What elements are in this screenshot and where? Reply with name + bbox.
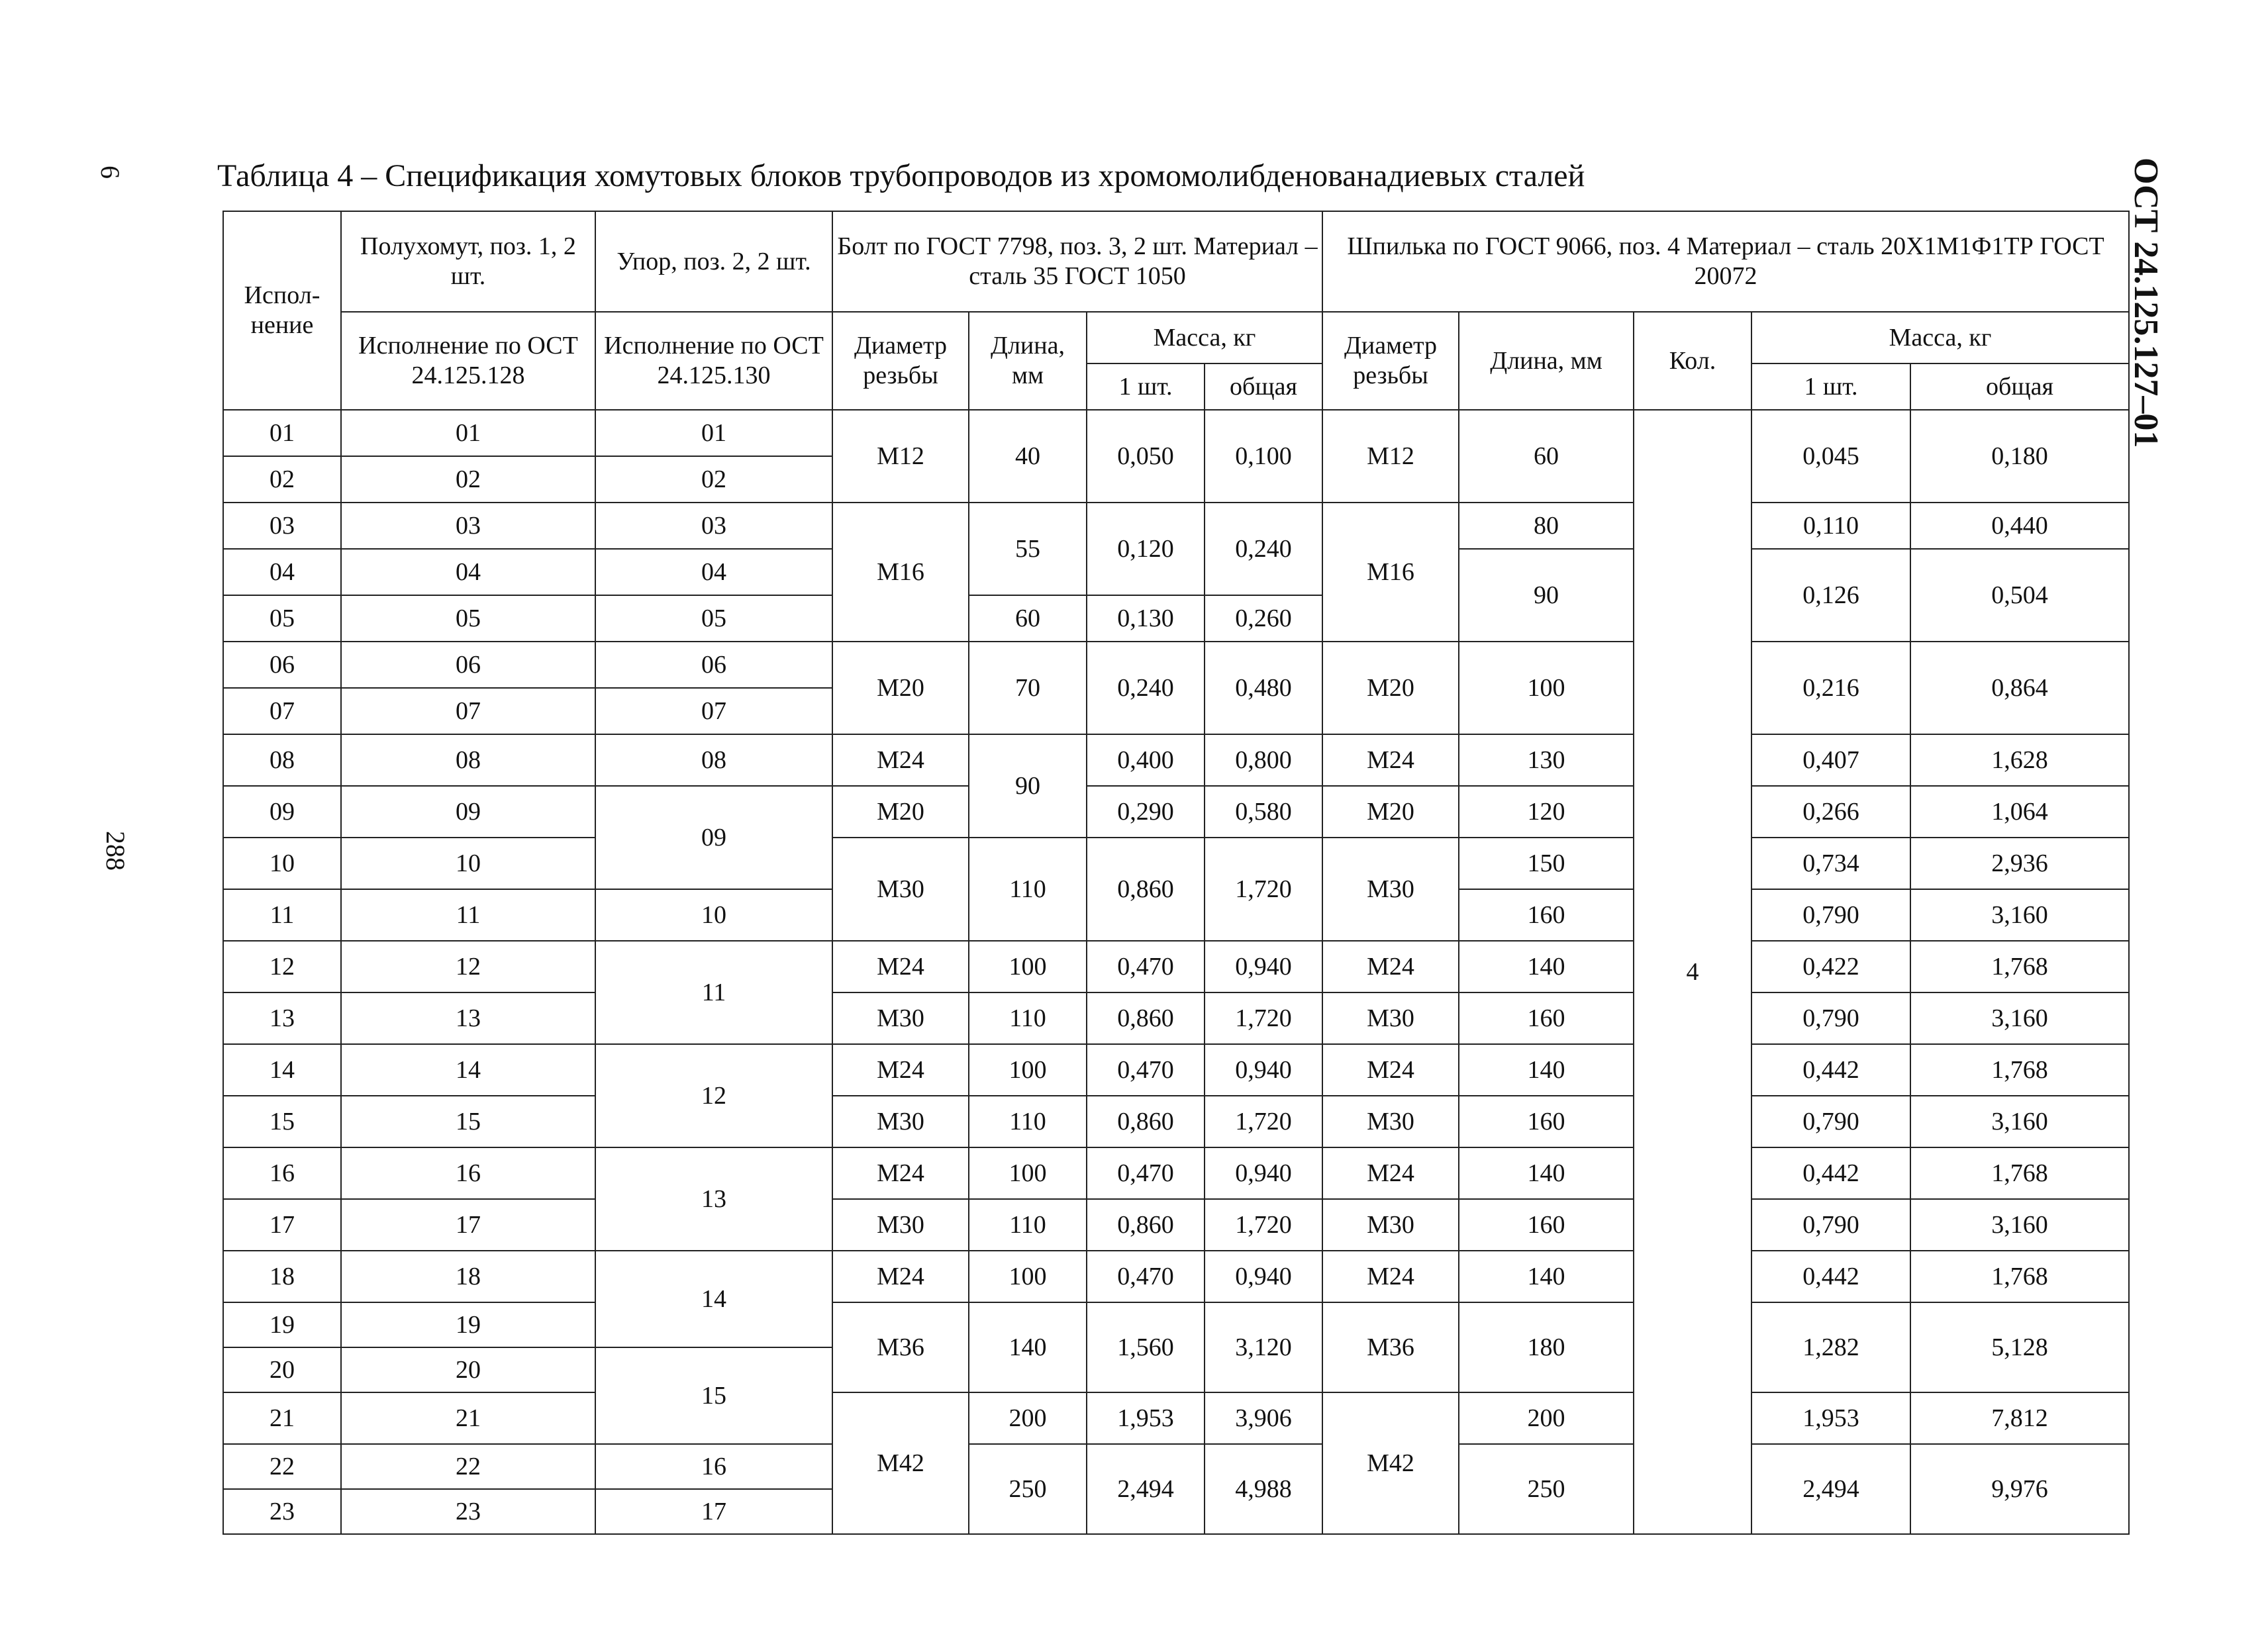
header-stud-diameter: Диаметр резьбы xyxy=(1322,312,1459,410)
header-bolt-length: Длина, мм xyxy=(969,312,1087,410)
cell-stud-mass-one: 0,790 xyxy=(1751,889,1910,941)
cell-ispolnenie: 02 xyxy=(223,456,341,503)
header-stud-length: Длина, мм xyxy=(1459,312,1634,410)
cell-stud-mass-total: 5,128 xyxy=(1910,1302,2129,1392)
specification-table xyxy=(222,211,2130,1535)
cell-stud-mass-total: 9,976 xyxy=(1910,1444,2129,1534)
cell-bolt-mass-one: 0,400 xyxy=(1087,734,1205,786)
cell-bolt-length: 140 xyxy=(969,1302,1087,1392)
cell-bolt-mass-one: 1,560 xyxy=(1087,1302,1205,1392)
cell-bolt-mass-one: 0,860 xyxy=(1087,992,1205,1044)
header-shpilka: Шпилька по ГОСТ 9066, поз. 4 Материал – сталь 20Х1М1Ф1ТР ГОСТ 20072 xyxy=(1322,211,2129,312)
cell-bolt-length: 100 xyxy=(969,1044,1087,1096)
cell-polukhomut: 04 xyxy=(341,549,595,595)
cell-bolt-mass-total: 0,260 xyxy=(1205,595,1322,642)
cell-stud-diameter: M24 xyxy=(1322,1251,1459,1302)
cell-stud-length: 160 xyxy=(1459,889,1634,941)
cell-bolt-diameter: M36 xyxy=(832,1302,969,1392)
cell-polukhomut: 10 xyxy=(341,838,595,889)
cell-stud-mass-total: 3,160 xyxy=(1910,889,2129,941)
cell-bolt-diameter: M24 xyxy=(832,1147,969,1199)
cell-polukhomut: 20 xyxy=(341,1347,595,1392)
cell-stud-mass-total: 0,440 xyxy=(1910,503,2129,549)
cell-stud-mass-total: 1,628 xyxy=(1910,734,2129,786)
cell-stud-length: 100 xyxy=(1459,642,1634,734)
cell-bolt-diameter: M42 xyxy=(832,1392,969,1534)
cell-upor: 15 xyxy=(595,1347,832,1444)
cell-polukhomut: 09 xyxy=(341,786,595,838)
cell-stud-length: 180 xyxy=(1459,1302,1634,1392)
cell-bolt-mass-one: 0,290 xyxy=(1087,786,1205,838)
cell-stud-mass-one: 0,126 xyxy=(1751,549,1910,642)
cell-bolt-diameter: M24 xyxy=(832,734,969,786)
cell-ispolnenie: 14 xyxy=(223,1044,341,1096)
cell-bolt-mass-one: 0,470 xyxy=(1087,941,1205,992)
cell-bolt-mass-one: 0,470 xyxy=(1087,1147,1205,1199)
cell-stud-mass-total: 7,812 xyxy=(1910,1392,2129,1444)
cell-ispolnenie: 10 xyxy=(223,838,341,889)
header-bolt-mass-total: общая xyxy=(1205,363,1322,410)
cell-bolt-length: 55 xyxy=(969,503,1087,595)
cell-bolt-mass-total: 1,720 xyxy=(1205,838,1322,941)
cell-polukhomut: 17 xyxy=(341,1199,595,1251)
cell-stud-mass-total: 3,160 xyxy=(1910,1199,2129,1251)
cell-upor: 14 xyxy=(595,1251,832,1347)
cell-stud-mass-total: 1,768 xyxy=(1910,941,2129,992)
cell-bolt-diameter: M20 xyxy=(832,642,969,734)
cell-ispolnenie: 19 xyxy=(223,1302,341,1347)
cell-stud-diameter: M42 xyxy=(1322,1392,1459,1534)
cell-bolt-mass-total: 0,240 xyxy=(1205,503,1322,595)
header-isp-ost128: Исполнение по ОСТ 24.125.128 xyxy=(341,312,595,410)
cell-polukhomut: 14 xyxy=(341,1044,595,1096)
cell-upor: 05 xyxy=(595,595,832,642)
cell-ispolnenie: 17 xyxy=(223,1199,341,1251)
cell-bolt-mass-one: 0,860 xyxy=(1087,838,1205,941)
cell-polukhomut: 11 xyxy=(341,889,595,941)
cell-bolt-diameter: M16 xyxy=(832,503,969,642)
cell-ispolnenie: 03 xyxy=(223,503,341,549)
cell-stud-diameter: M30 xyxy=(1322,838,1459,941)
cell-stud-diameter: M36 xyxy=(1322,1302,1459,1392)
cell-bolt-mass-total: 0,940 xyxy=(1205,1147,1322,1199)
cell-upor: 04 xyxy=(595,549,832,595)
cell-ispolnenie: 08 xyxy=(223,734,341,786)
header-stud-mass-total: общая xyxy=(1910,363,2129,410)
cell-bolt-mass-total: 3,906 xyxy=(1205,1392,1322,1444)
cell-stud-length: 130 xyxy=(1459,734,1634,786)
header-upor: Упор, поз. 2, 2 шт. xyxy=(595,211,832,312)
cell-upor: 12 xyxy=(595,1044,832,1147)
cell-bolt-diameter: M12 xyxy=(832,410,969,503)
header-stud-mass: Масса, кг xyxy=(1751,312,2129,363)
cell-stud-diameter: M30 xyxy=(1322,1199,1459,1251)
cell-bolt-mass-total: 0,580 xyxy=(1205,786,1322,838)
cell-bolt-diameter: M30 xyxy=(832,992,969,1044)
cell-bolt-length: 60 xyxy=(969,595,1087,642)
cell-bolt-mass-total: 4,988 xyxy=(1205,1444,1322,1534)
cell-stud-diameter: M24 xyxy=(1322,1147,1459,1199)
cell-ispolnenie: 15 xyxy=(223,1096,341,1147)
cell-bolt-mass-total: 3,120 xyxy=(1205,1302,1322,1392)
cell-bolt-mass-one: 0,860 xyxy=(1087,1199,1205,1251)
cell-stud-mass-one: 0,442 xyxy=(1751,1147,1910,1199)
cell-bolt-mass-one: 0,240 xyxy=(1087,642,1205,734)
cell-stud-mass-one: 0,045 xyxy=(1751,410,1910,503)
cell-ispolnenie: 07 xyxy=(223,688,341,734)
header-bolt-mass-one: 1 шт. xyxy=(1087,363,1205,410)
cell-ispolnenie: 09 xyxy=(223,786,341,838)
cell-stud-mass-one: 0,110 xyxy=(1751,503,1910,549)
cell-stud-mass-one: 0,407 xyxy=(1751,734,1910,786)
cell-ispolnenie: 18 xyxy=(223,1251,341,1302)
cell-bolt-length: 110 xyxy=(969,992,1087,1044)
cell-stud-mass-one: 0,734 xyxy=(1751,838,1910,889)
cell-bolt-mass-one: 0,470 xyxy=(1087,1251,1205,1302)
cell-bolt-mass-one: 1,953 xyxy=(1087,1392,1205,1444)
cell-stud-mass-total: 0,864 xyxy=(1910,642,2129,734)
cell-ispolnenie: 20 xyxy=(223,1347,341,1392)
cell-bolt-mass-total: 0,940 xyxy=(1205,941,1322,992)
cell-polukhomut: 19 xyxy=(341,1302,595,1347)
cell-stud-mass-total: 3,160 xyxy=(1910,992,2129,1044)
cell-upor: 13 xyxy=(595,1147,832,1251)
cell-polukhomut: 07 xyxy=(341,688,595,734)
header-bolt-diameter: Диаметр резьбы xyxy=(832,312,969,410)
cell-bolt-diameter: M20 xyxy=(832,786,969,838)
cell-stud-mass-total: 2,936 xyxy=(1910,838,2129,889)
cell-ispolnenie: 12 xyxy=(223,941,341,992)
cell-upor: 06 xyxy=(595,642,832,688)
cell-ispolnenie: 06 xyxy=(223,642,341,688)
cell-ispolnenie: 21 xyxy=(223,1392,341,1444)
cell-bolt-length: 110 xyxy=(969,838,1087,941)
cell-bolt-mass-total: 0,940 xyxy=(1205,1044,1322,1096)
cell-upor: 01 xyxy=(595,410,832,456)
cell-stud-mass-one: 0,790 xyxy=(1751,1199,1910,1251)
cell-bolt-mass-total: 0,940 xyxy=(1205,1251,1322,1302)
header-isp-ost130: Исполнение по ОСТ 24.125.130 xyxy=(595,312,832,410)
cell-stud-length: 140 xyxy=(1459,1147,1634,1199)
cell-upor: 02 xyxy=(595,456,832,503)
cell-upor: 10 xyxy=(595,889,832,941)
cell-polukhomut: 22 xyxy=(341,1444,595,1489)
cell-upor: 07 xyxy=(595,688,832,734)
cell-stud-diameter: M30 xyxy=(1322,1096,1459,1147)
cell-bolt-diameter: M30 xyxy=(832,1199,969,1251)
cell-stud-diameter: M24 xyxy=(1322,941,1459,992)
document-code: ОСТ 24.125.127–01 xyxy=(2127,158,2165,448)
cell-stud-mass-one: 0,216 xyxy=(1751,642,1910,734)
cell-bolt-mass-one: 0,860 xyxy=(1087,1096,1205,1147)
cell-stud-length: 90 xyxy=(1459,549,1634,642)
cell-ispolnenie: 11 xyxy=(223,889,341,941)
cell-upor: 17 xyxy=(595,1489,832,1534)
cell-polukhomut: 02 xyxy=(341,456,595,503)
cell-polukhomut: 18 xyxy=(341,1251,595,1302)
cell-bolt-length: 110 xyxy=(969,1199,1087,1251)
cell-stud-mass-one: 1,282 xyxy=(1751,1302,1910,1392)
cell-bolt-length: 100 xyxy=(969,941,1087,992)
page-number: 288 xyxy=(101,831,130,871)
cell-stud-mass-one: 0,442 xyxy=(1751,1251,1910,1302)
cell-polukhomut: 06 xyxy=(341,642,595,688)
header-bolt: Болт по ГОСТ 7798, поз. 3, 2 шт. Материал – сталь 35 ГОСТ 1050 xyxy=(832,211,1322,312)
cell-bolt-mass-total: 0,480 xyxy=(1205,642,1322,734)
cell-stud-mass-total: 1,768 xyxy=(1910,1251,2129,1302)
cell-bolt-length: 70 xyxy=(969,642,1087,734)
cell-bolt-mass-one: 2,494 xyxy=(1087,1444,1205,1534)
cell-bolt-mass-one: 0,470 xyxy=(1087,1044,1205,1096)
cell-stud-mass-total: 0,180 xyxy=(1910,410,2129,503)
cell-stud-mass-total: 1,768 xyxy=(1910,1147,2129,1199)
cell-polukhomut: 01 xyxy=(341,410,595,456)
cell-ispolnenie: 05 xyxy=(223,595,341,642)
cell-stud-length: 140 xyxy=(1459,941,1634,992)
cell-stud-mass-one: 1,953 xyxy=(1751,1392,1910,1444)
table-title: Таблица 4 – Спецификация хомутовых блоков трубопроводов из хромомолибденованадиевых сталей xyxy=(217,158,1585,193)
cell-stud-qty: 4 xyxy=(1634,410,1751,1534)
header-bolt-mass: Масса, кг xyxy=(1087,312,1322,363)
cell-polukhomut: 16 xyxy=(341,1147,595,1199)
cell-polukhomut: 21 xyxy=(341,1392,595,1444)
cell-ispolnenie: 23 xyxy=(223,1489,341,1534)
cell-ispolnenie: 04 xyxy=(223,549,341,595)
cell-stud-length: 150 xyxy=(1459,838,1634,889)
cell-ispolnenie: 16 xyxy=(223,1147,341,1199)
cell-polukhomut: 23 xyxy=(341,1489,595,1534)
cell-stud-mass-total: 3,160 xyxy=(1910,1096,2129,1147)
cell-stud-mass-one: 0,790 xyxy=(1751,992,1910,1044)
header-stud-qty: Кол. xyxy=(1634,312,1751,410)
cell-stud-mass-one: 0,266 xyxy=(1751,786,1910,838)
cell-stud-diameter: M24 xyxy=(1322,734,1459,786)
cell-stud-diameter: M30 xyxy=(1322,992,1459,1044)
cell-stud-length: 140 xyxy=(1459,1044,1634,1096)
cell-stud-mass-one: 0,422 xyxy=(1751,941,1910,992)
cell-bolt-mass-total: 1,720 xyxy=(1205,1096,1322,1147)
cell-upor: 03 xyxy=(595,503,832,549)
cell-bolt-length: 100 xyxy=(969,1251,1087,1302)
cell-ispolnenie: 01 xyxy=(223,410,341,456)
cell-bolt-length: 100 xyxy=(969,1147,1087,1199)
cell-polukhomut: 05 xyxy=(341,595,595,642)
side-page-number: 6 xyxy=(95,166,125,179)
cell-stud-length: 80 xyxy=(1459,503,1634,549)
cell-bolt-diameter: M30 xyxy=(832,1096,969,1147)
cell-polukhomut: 13 xyxy=(341,992,595,1044)
cell-bolt-length: 40 xyxy=(969,410,1087,503)
header-ispolnenie: Испол-нение xyxy=(223,211,341,410)
cell-polukhomut: 03 xyxy=(341,503,595,549)
cell-bolt-mass-total: 1,720 xyxy=(1205,992,1322,1044)
cell-bolt-mass-total: 1,720 xyxy=(1205,1199,1322,1251)
cell-upor: 16 xyxy=(595,1444,832,1489)
cell-stud-mass-one: 2,494 xyxy=(1751,1444,1910,1534)
cell-stud-diameter: M12 xyxy=(1322,410,1459,503)
cell-bolt-length: 110 xyxy=(969,1096,1087,1147)
cell-bolt-length: 250 xyxy=(969,1444,1087,1534)
cell-stud-length: 120 xyxy=(1459,786,1634,838)
cell-stud-mass-one: 0,790 xyxy=(1751,1096,1910,1147)
cell-bolt-diameter: M24 xyxy=(832,1251,969,1302)
cell-stud-mass-total: 0,504 xyxy=(1910,549,2129,642)
cell-polukhomut: 08 xyxy=(341,734,595,786)
cell-stud-diameter: M20 xyxy=(1322,786,1459,838)
cell-stud-length: 140 xyxy=(1459,1251,1634,1302)
cell-stud-diameter: M20 xyxy=(1322,642,1459,734)
cell-upor: 11 xyxy=(595,941,832,1044)
cell-stud-length: 160 xyxy=(1459,1096,1634,1147)
cell-stud-diameter: M16 xyxy=(1322,503,1459,642)
cell-stud-length: 60 xyxy=(1459,410,1634,503)
cell-stud-length: 250 xyxy=(1459,1444,1634,1534)
cell-stud-mass-total: 1,768 xyxy=(1910,1044,2129,1096)
cell-upor: 09 xyxy=(595,786,832,889)
cell-stud-mass-total: 1,064 xyxy=(1910,786,2129,838)
cell-bolt-diameter: M30 xyxy=(832,838,969,941)
cell-upor: 08 xyxy=(595,734,832,786)
cell-polukhomut: 15 xyxy=(341,1096,595,1147)
cell-stud-diameter: M24 xyxy=(1322,1044,1459,1096)
cell-bolt-diameter: M24 xyxy=(832,941,969,992)
cell-polukhomut: 12 xyxy=(341,941,595,992)
cell-bolt-mass-total: 0,800 xyxy=(1205,734,1322,786)
cell-stud-mass-one: 0,442 xyxy=(1751,1044,1910,1096)
cell-stud-length: 160 xyxy=(1459,1199,1634,1251)
cell-bolt-mass-total: 0,100 xyxy=(1205,410,1322,503)
cell-bolt-mass-one: 0,120 xyxy=(1087,503,1205,595)
cell-ispolnenie: 22 xyxy=(223,1444,341,1489)
cell-bolt-mass-one: 0,130 xyxy=(1087,595,1205,642)
header-stud-mass-one: 1 шт. xyxy=(1751,363,1910,410)
cell-bolt-diameter: M24 xyxy=(832,1044,969,1096)
cell-bolt-length: 90 xyxy=(969,734,1087,838)
cell-ispolnenie: 13 xyxy=(223,992,341,1044)
cell-stud-length: 200 xyxy=(1459,1392,1634,1444)
cell-stud-length: 160 xyxy=(1459,992,1634,1044)
cell-bolt-length: 200 xyxy=(969,1392,1087,1444)
header-polukhomut: Полухомут, поз. 1, 2 шт. xyxy=(341,211,595,312)
cell-bolt-mass-one: 0,050 xyxy=(1087,410,1205,503)
